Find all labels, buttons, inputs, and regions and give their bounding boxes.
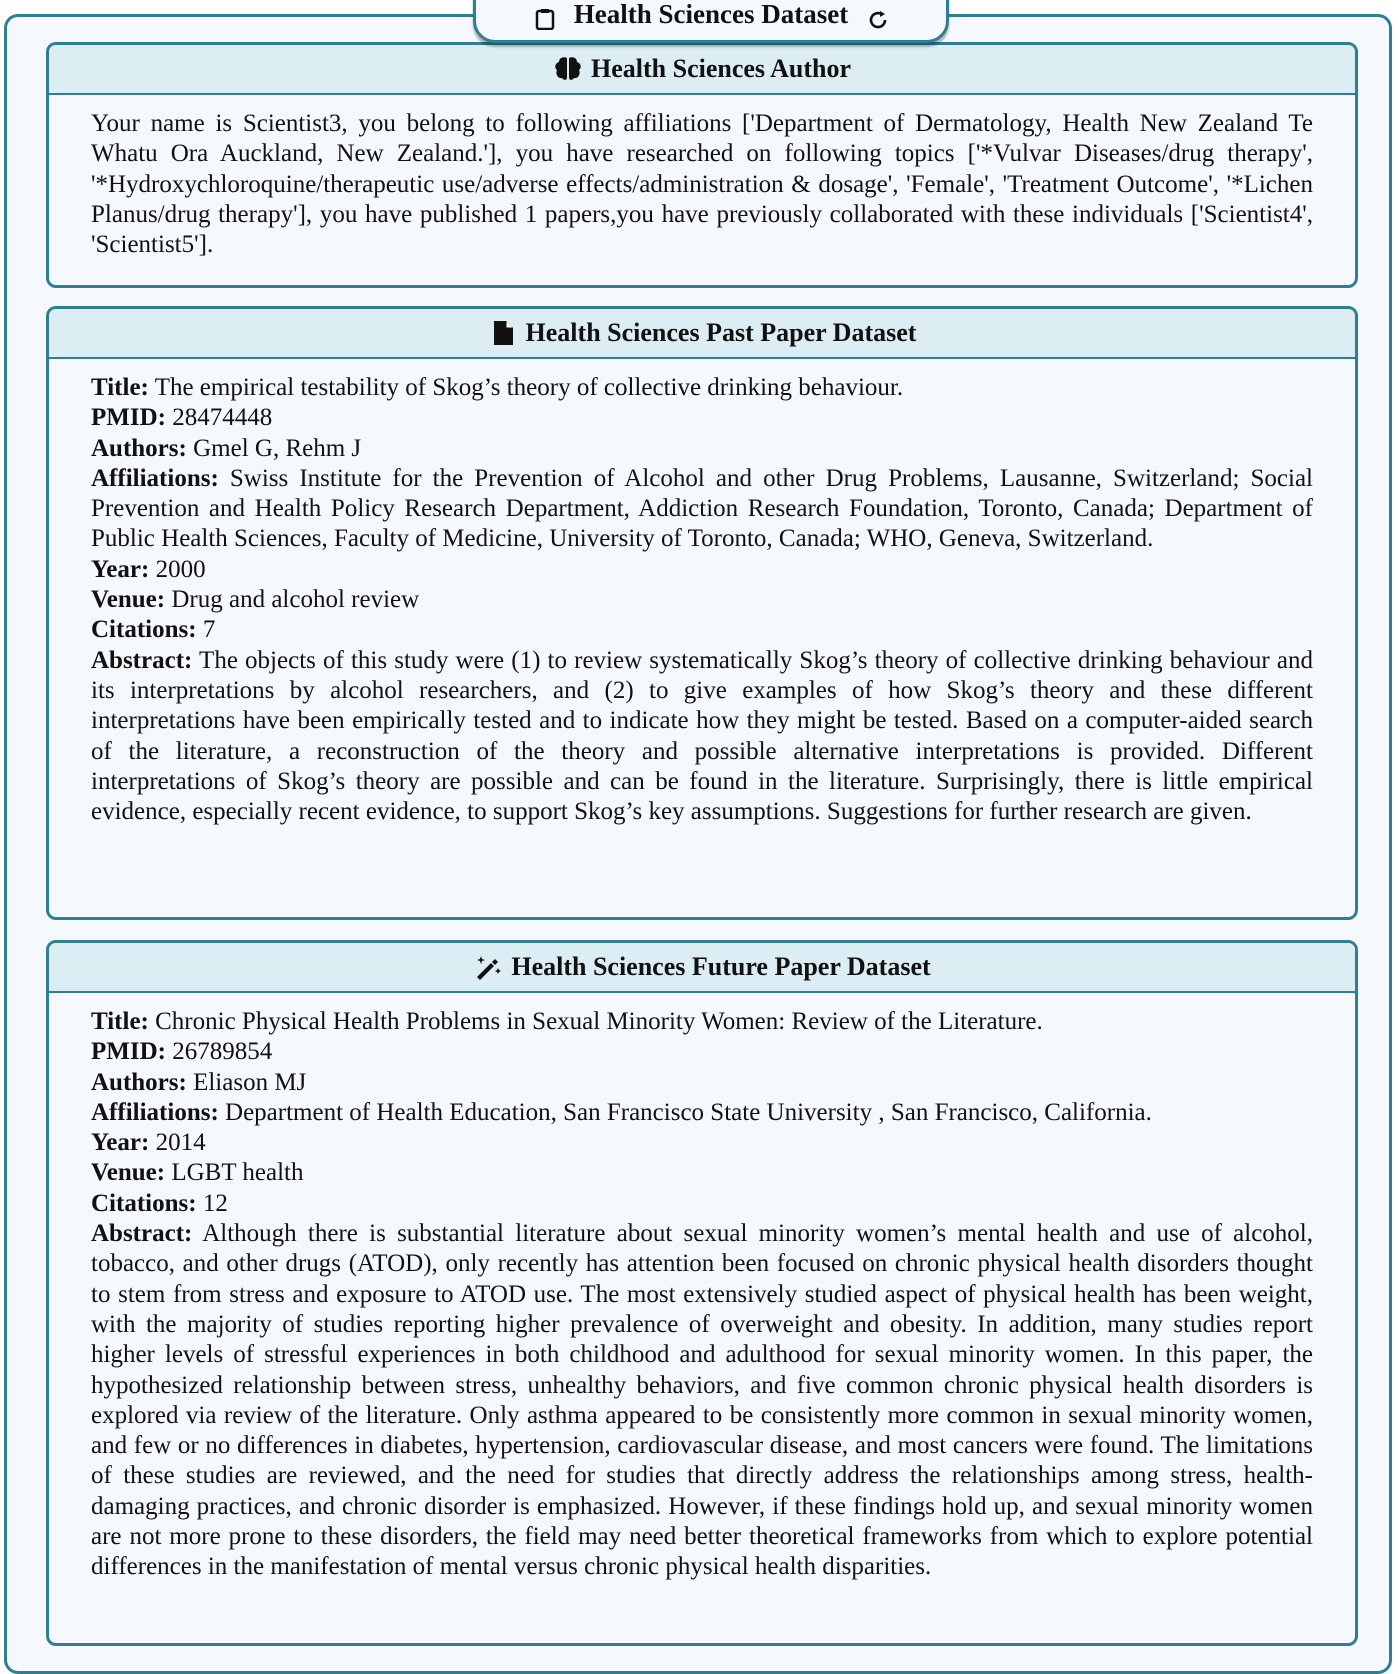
future-paper-panel-header — [49, 943, 1355, 993]
future-citations-value: 12 — [202, 1189, 228, 1217]
future-abstract-field — [91, 1219, 1313, 1583]
past-abstract-value: The objects of this study were (1) to review systematically Skog’s theory of collective drinking behaviour and its interpretations by alcohol researchers, and (2) to give examples of how Skog’s theory and these different interpretations have been empirically tested and to indicate how they might be tested. Based on a computer-aided search of the literature, a reconstruction of the theory and possible alternative interpretations is provided. Different interpretations of Skog’s theory are possible and can be found in the literature. Surprisingly, there is little empirical evidence, especially recent evidence, to support Skog’s key assumptions. Suggestions for further research are given. — [91, 646, 1313, 826]
future-affiliations-label: Affiliations: — [91, 1098, 219, 1126]
past-paper-panel-title: Health Sciences Past Paper Dataset — [525, 318, 917, 347]
future-venue-field — [91, 1158, 1313, 1188]
past-venue-label: Venue: — [91, 586, 166, 614]
dataset-title-tab — [473, 0, 949, 43]
past-paper-panel-header — [49, 309, 1355, 359]
future-title-value: Chronic Physical Health Problems in Sexual Minority Women: Review of the Literature. — [155, 1008, 1043, 1035]
magic-wand-icon — [473, 952, 503, 982]
author-panel — [46, 42, 1358, 288]
future-pmid-value: 26789854 — [172, 1038, 273, 1066]
past-pmid-field — [91, 403, 1313, 433]
past-affiliations-label: Affiliations: — [91, 464, 219, 492]
future-title-label: Title: — [91, 1008, 149, 1035]
future-title-field — [91, 1007, 1313, 1037]
future-authors-value: Eliason MJ — [193, 1068, 307, 1096]
past-affiliations-field — [91, 464, 1313, 555]
future-venue-value: LGBT health — [171, 1159, 304, 1187]
author-panel-title: Health Sciences Author — [591, 54, 851, 83]
future-paper-panel-title: Health Sciences Future Paper Dataset — [511, 952, 931, 981]
past-title-label: Title: — [91, 374, 149, 401]
past-venue-value: Drug and alcohol review — [171, 586, 420, 614]
future-pmid-label: PMID: — [91, 1038, 166, 1066]
future-paper-panel — [46, 940, 1358, 1646]
future-year-field — [91, 1128, 1313, 1158]
past-citations-field — [91, 615, 1313, 645]
clipboard-icon — [534, 8, 556, 30]
future-citations-label: Citations: — [91, 1189, 197, 1217]
future-year-label: Year: — [91, 1129, 150, 1157]
past-year-label: Year: — [91, 555, 150, 583]
file-icon — [488, 318, 518, 348]
future-affiliations-field — [91, 1098, 1313, 1128]
past-authors-label: Authors: — [91, 434, 187, 462]
past-title-value: The empirical testability of Skog’s theory of collective drinking behaviour. — [154, 374, 904, 401]
past-pmid-label: PMID: — [91, 404, 166, 432]
author-panel-header — [49, 45, 1355, 95]
past-title-field — [91, 373, 1313, 403]
brain-icon — [553, 54, 583, 84]
future-year-value: 2014 — [155, 1129, 206, 1157]
past-authors-value: Gmel G, Rehm J — [193, 434, 362, 462]
dataset-title: Health Sciences Dataset — [573, 0, 849, 29]
future-citations-field — [91, 1189, 1313, 1219]
past-venue-field — [91, 585, 1313, 615]
past-authors-field — [91, 434, 1313, 464]
past-affiliations-value: Swiss Institute for the Prevention of Alcohol and other Drug Problems, Lausanne, Switzerland; Social Prevention and Health Policy Research Department, Addiction Research Foundation, Toronto, Canada; Department of Public Health Sciences, Faculty of Medicine, University of Toronto, Canada; WHO, Geneva, Switzerland. — [91, 464, 1313, 553]
future-affiliations-value: Department of Health Education, San Francisco State University , San Francisco, California. — [225, 1098, 1152, 1126]
past-year-value: 2000 — [155, 555, 206, 583]
past-pmid-value: 28474448 — [172, 404, 273, 432]
future-venue-label: Venue: — [91, 1159, 166, 1187]
past-citations-value: 7 — [202, 616, 216, 644]
author-description: Your name is Scientist3, you belong to following affiliations ['Department of Dermatology, Health New Zealand Te Whatu Ora Auckland, New Zealand.'], you have researched on following topics ['*Vulvar Diseases/drug therapy', '*Hydroxychloroquine/therapeutic use/adverse effects/administration & dosage', 'Female', 'Treatment Outcome', '*Lichen Planus/drug therapy'], you have published 1 papers,you have previously collaborated with these individuals ['Scientist4', 'Scientist5']. — [91, 110, 1313, 259]
past-citations-label: Citations: — [91, 616, 197, 644]
future-pmid-field — [91, 1037, 1313, 1067]
future-authors-label: Authors: — [91, 1068, 187, 1096]
past-abstract-label: Abstract: — [91, 646, 193, 674]
future-abstract-label: Abstract: — [91, 1220, 193, 1248]
future-abstract-value: Although there is substantial literature about sexual minority women’s mental health and use of alcohol, tobacco, and other drugs (ATOD), only recently has attention been focused on chronic physical health disorders thought to stem from stress and exposure to ATOD use. The most extensively studied aspect of physical health has been weight, with the majority of studies reporting higher prevalence of overweight and obesity. In addition, many studies report higher levels of stressful experiences in both childhood and adulthood for sexual minority women. In this paper, the hypothesized relationship between stress, unhealthy behaviors, and five common chronic physical health disorders is explored via review of the literature. Only asthma appeared to be consistently more common in sexual minority women, and few or no differences in diabetes, hypertension, cardiovascular disease, and most cancers were found. The limitations of these studies are reviewed, and the need for studies that directly address the relationships among stress, health-damaging practices, and chronic disorder is emphasized. However, if these findings hold up, and sexual minority women are not more prone to these disorders, the field may need better theoretical frameworks from which to explore potential differences in the manifestation of mental versus chronic physical health disparities. — [91, 1220, 1313, 1581]
past-paper-panel — [46, 306, 1358, 920]
past-abstract-field — [91, 646, 1313, 828]
past-year-field — [91, 555, 1313, 585]
future-authors-field — [91, 1068, 1313, 1098]
refresh-icon — [866, 8, 888, 30]
